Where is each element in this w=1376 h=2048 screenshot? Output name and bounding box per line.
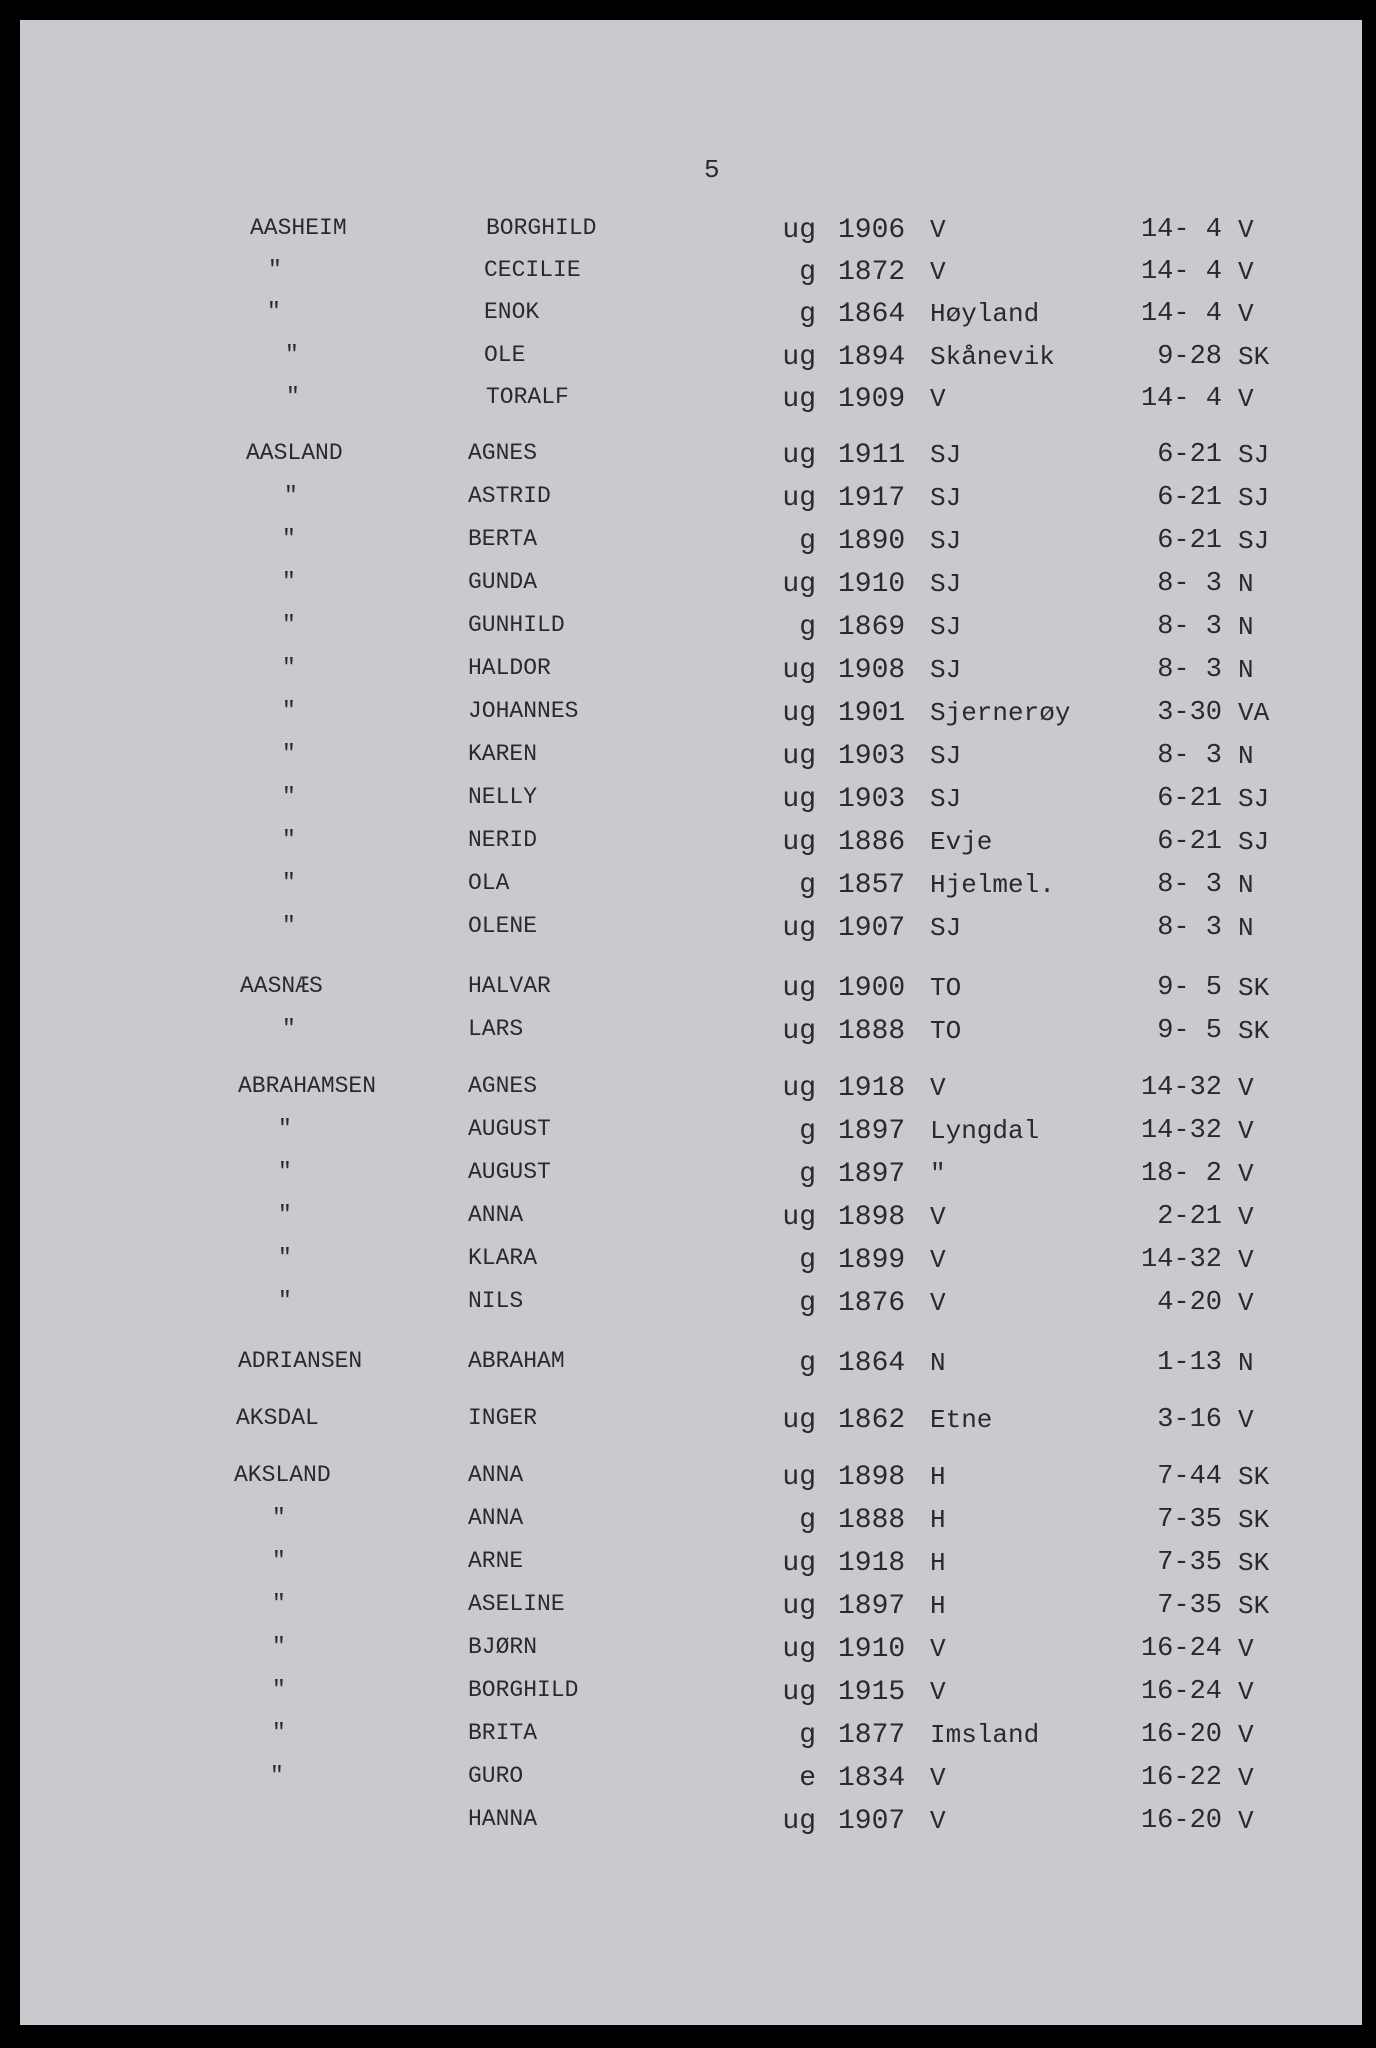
surname-cell: " bbox=[282, 698, 296, 724]
year-cell: 1898 bbox=[838, 1202, 906, 1233]
place-cell: V bbox=[930, 1073, 946, 1103]
code-cell: SK bbox=[1238, 1505, 1270, 1535]
table-row bbox=[20, 1245, 1362, 1281]
status-cell: g bbox=[799, 1288, 816, 1319]
first-cell: INGER bbox=[468, 1405, 538, 1431]
code-cell: V bbox=[1238, 1288, 1254, 1318]
first-cell: AGNES bbox=[468, 1073, 538, 1099]
year-cell: 1888 bbox=[838, 1016, 906, 1047]
year-cell: 1903 bbox=[838, 741, 906, 772]
surname-cell: " bbox=[278, 1245, 292, 1271]
first-cell: BORGHILD bbox=[468, 1677, 579, 1703]
surname-cell: " bbox=[282, 784, 296, 810]
ref-cell: 8- 3 bbox=[1157, 741, 1222, 771]
table-row bbox=[20, 1462, 1362, 1498]
code-cell: SK bbox=[1238, 1548, 1270, 1578]
table-row bbox=[20, 384, 1362, 420]
place-cell: TO bbox=[930, 1016, 962, 1046]
place-cell: SJ bbox=[930, 526, 962, 556]
table-row bbox=[20, 1159, 1362, 1195]
status-cell: ug bbox=[782, 483, 816, 514]
first-cell: BERTA bbox=[468, 526, 538, 552]
ref-cell: 7-35 bbox=[1157, 1548, 1222, 1578]
table-row bbox=[20, 569, 1362, 605]
year-cell: 1918 bbox=[838, 1073, 906, 1104]
place-cell: V bbox=[930, 1634, 946, 1664]
ref-cell: 6-21 bbox=[1157, 827, 1222, 857]
surname-cell: " bbox=[268, 257, 282, 283]
year-cell: 1862 bbox=[838, 1405, 906, 1436]
ref-cell: 14- 4 bbox=[1140, 384, 1222, 414]
surname-cell: " bbox=[282, 741, 296, 767]
status-cell: ug bbox=[782, 973, 816, 1004]
surname-cell: " bbox=[278, 1288, 292, 1314]
year-cell: 1869 bbox=[838, 612, 906, 643]
first-cell: LARS bbox=[468, 1016, 524, 1042]
code-cell: SK bbox=[1238, 1591, 1270, 1621]
status-cell: ug bbox=[782, 741, 816, 772]
ref-cell: 7-44 bbox=[1157, 1462, 1222, 1492]
table-row bbox=[20, 1591, 1362, 1627]
table-row bbox=[20, 526, 1362, 562]
code-cell: V bbox=[1238, 1806, 1254, 1836]
code-cell: SK bbox=[1238, 1462, 1270, 1492]
surname-cell: " bbox=[272, 1720, 286, 1746]
year-cell: 1857 bbox=[838, 870, 906, 901]
surname-cell: AASHEIM bbox=[250, 215, 347, 241]
table-row bbox=[20, 483, 1362, 519]
status-cell: ug bbox=[782, 342, 816, 373]
first-cell: HALDOR bbox=[468, 655, 551, 681]
code-cell: N bbox=[1238, 569, 1254, 599]
code-cell: V bbox=[1238, 1202, 1254, 1232]
surname-cell: " bbox=[282, 913, 296, 939]
first-cell: JOHANNES bbox=[468, 698, 579, 724]
year-cell: 1901 bbox=[838, 698, 906, 729]
first-cell: TORALF bbox=[486, 384, 569, 410]
year-cell: 1894 bbox=[838, 342, 906, 373]
ref-cell: 8- 3 bbox=[1157, 569, 1222, 599]
surname-cell: " bbox=[272, 1591, 286, 1617]
first-cell: NERID bbox=[468, 827, 538, 853]
year-cell: 1886 bbox=[838, 827, 906, 858]
code-cell: N bbox=[1238, 913, 1254, 943]
surname-cell: " bbox=[267, 299, 281, 325]
first-cell: HANNA bbox=[468, 1806, 538, 1832]
ref-cell: 8- 3 bbox=[1157, 913, 1222, 943]
status-cell: ug bbox=[782, 913, 816, 944]
status-cell: g bbox=[799, 1245, 816, 1276]
status-cell: ug bbox=[782, 1462, 816, 1493]
code-cell: V bbox=[1238, 257, 1254, 287]
ref-cell: 18- 2 bbox=[1140, 1159, 1222, 1189]
place-cell: V bbox=[930, 1288, 946, 1318]
code-cell: SJ bbox=[1238, 483, 1270, 513]
ref-cell: 16-22 bbox=[1140, 1763, 1222, 1793]
place-cell: V bbox=[930, 384, 946, 414]
year-cell: 1903 bbox=[838, 784, 906, 815]
code-cell: V bbox=[1238, 1763, 1254, 1793]
first-cell: OLA bbox=[468, 870, 510, 896]
place-cell: H bbox=[930, 1505, 946, 1535]
first-cell: OLE bbox=[484, 342, 526, 368]
status-cell: ug bbox=[782, 1202, 816, 1233]
ref-cell: 6-21 bbox=[1157, 784, 1222, 814]
place-cell: V bbox=[930, 1677, 946, 1707]
code-cell: N bbox=[1238, 870, 1254, 900]
table-row bbox=[20, 1202, 1362, 1238]
status-cell: g bbox=[799, 612, 816, 643]
status-cell: ug bbox=[782, 1405, 816, 1436]
status-cell: ug bbox=[782, 698, 816, 729]
code-cell: SJ bbox=[1238, 784, 1270, 814]
place-cell: Etne bbox=[930, 1405, 993, 1435]
first-cell: OLENE bbox=[468, 913, 538, 939]
year-cell: 1910 bbox=[838, 1634, 906, 1665]
first-cell: NELLY bbox=[468, 784, 538, 810]
table-row bbox=[20, 1116, 1362, 1152]
first-cell: GURO bbox=[468, 1763, 524, 1789]
surname-cell: " bbox=[282, 612, 296, 638]
surname-cell: " bbox=[286, 384, 300, 410]
table-row bbox=[20, 1288, 1362, 1324]
status-cell: ug bbox=[782, 440, 816, 471]
place-cell: SJ bbox=[930, 784, 962, 814]
table-row bbox=[20, 698, 1362, 734]
ref-cell: 9- 5 bbox=[1157, 973, 1222, 1003]
year-cell: 1897 bbox=[838, 1159, 906, 1190]
place-cell: H bbox=[930, 1462, 946, 1492]
place-cell: H bbox=[930, 1591, 946, 1621]
place-cell: Imsland bbox=[930, 1720, 1040, 1750]
surname-cell: AKSDAL bbox=[236, 1405, 319, 1431]
year-cell: 1888 bbox=[838, 1505, 906, 1536]
code-cell: V bbox=[1238, 299, 1254, 329]
status-cell: ug bbox=[782, 1591, 816, 1622]
year-cell: 1877 bbox=[838, 1720, 906, 1751]
year-cell: 1908 bbox=[838, 655, 906, 686]
table-row bbox=[20, 1763, 1362, 1799]
status-cell: g bbox=[799, 1116, 816, 1147]
first-cell: ANNA bbox=[468, 1505, 524, 1531]
code-cell: V bbox=[1238, 1720, 1254, 1750]
table-row bbox=[20, 1073, 1362, 1109]
ref-cell: 16-20 bbox=[1140, 1720, 1222, 1750]
surname-cell: " bbox=[278, 1116, 292, 1142]
year-cell: 1907 bbox=[838, 913, 906, 944]
table-row bbox=[20, 257, 1362, 293]
ref-cell: 9- 5 bbox=[1157, 1016, 1222, 1046]
first-cell: AUGUST bbox=[468, 1116, 551, 1142]
year-cell: 1897 bbox=[838, 1591, 906, 1622]
table-row bbox=[20, 784, 1362, 820]
code-cell: V bbox=[1238, 1634, 1254, 1664]
code-cell: N bbox=[1238, 655, 1254, 685]
ref-cell: 4-20 bbox=[1157, 1288, 1222, 1318]
place-cell: H bbox=[930, 1548, 946, 1578]
surname-cell: " bbox=[278, 1202, 292, 1228]
ref-cell: 8- 3 bbox=[1157, 612, 1222, 642]
status-cell: e bbox=[799, 1763, 816, 1794]
code-cell: V bbox=[1238, 1073, 1254, 1103]
code-cell: SK bbox=[1238, 1016, 1270, 1046]
surname-cell: " bbox=[282, 569, 296, 595]
code-cell: SJ bbox=[1238, 440, 1270, 470]
status-cell: ug bbox=[782, 1016, 816, 1047]
first-cell: ARNE bbox=[468, 1548, 524, 1574]
surname-cell: " bbox=[270, 1763, 284, 1789]
code-cell: V bbox=[1238, 1116, 1254, 1146]
surname-cell: " bbox=[284, 483, 298, 509]
table-row bbox=[20, 612, 1362, 648]
surname-cell: " bbox=[282, 1016, 296, 1042]
first-cell: AUGUST bbox=[468, 1159, 551, 1185]
place-cell: V bbox=[930, 1202, 946, 1232]
surname-cell: " bbox=[282, 827, 296, 853]
surname-cell: " bbox=[272, 1505, 286, 1531]
first-cell: KAREN bbox=[468, 741, 538, 767]
status-cell: g bbox=[799, 1159, 816, 1190]
code-cell: N bbox=[1238, 1348, 1254, 1378]
first-cell: CECILIE bbox=[484, 257, 581, 283]
ref-cell: 6-21 bbox=[1157, 440, 1222, 470]
table-row bbox=[20, 1016, 1362, 1052]
ref-cell: 6-21 bbox=[1157, 526, 1222, 556]
place-cell: TO bbox=[930, 973, 962, 1003]
place-cell: N bbox=[930, 1348, 946, 1378]
year-cell: 1899 bbox=[838, 1245, 906, 1276]
ref-cell: 6-21 bbox=[1157, 483, 1222, 513]
first-cell: HALVAR bbox=[468, 973, 551, 999]
first-cell: ASTRID bbox=[468, 483, 551, 509]
surname-cell: " bbox=[278, 1159, 292, 1185]
table-row bbox=[20, 655, 1362, 691]
place-cell: Evje bbox=[930, 827, 993, 857]
table-row bbox=[20, 215, 1362, 251]
table-row bbox=[20, 1634, 1362, 1670]
status-cell: g bbox=[799, 1720, 816, 1751]
status-cell: ug bbox=[782, 784, 816, 815]
status-cell: ug bbox=[782, 1806, 816, 1837]
year-cell: 1900 bbox=[838, 973, 906, 1004]
table-row bbox=[20, 973, 1362, 1009]
table-row bbox=[20, 827, 1362, 863]
code-cell: VA bbox=[1238, 698, 1270, 728]
ref-cell: 14- 4 bbox=[1140, 257, 1222, 287]
first-cell: BJØRN bbox=[468, 1634, 538, 1660]
surname-cell: " bbox=[282, 870, 296, 896]
status-cell: ug bbox=[782, 384, 816, 415]
status-cell: g bbox=[799, 1505, 816, 1536]
first-cell: GUNDA bbox=[468, 569, 538, 595]
table-row bbox=[20, 342, 1362, 378]
place-cell: SJ bbox=[930, 741, 962, 771]
ref-cell: 9-28 bbox=[1157, 342, 1222, 372]
ref-cell: 2-21 bbox=[1157, 1202, 1222, 1232]
table-row bbox=[20, 1505, 1362, 1541]
place-cell: Hjelmel. bbox=[930, 870, 1055, 900]
place-cell: V bbox=[930, 257, 946, 287]
status-cell: g bbox=[799, 870, 816, 901]
first-cell: ABRAHAM bbox=[468, 1348, 565, 1374]
code-cell: SK bbox=[1238, 973, 1270, 1003]
year-cell: 1864 bbox=[838, 299, 906, 330]
surname-cell: " bbox=[272, 1634, 286, 1660]
first-cell: ASELINE bbox=[468, 1591, 565, 1617]
code-cell: V bbox=[1238, 384, 1254, 414]
year-cell: 1897 bbox=[838, 1116, 906, 1147]
table-row bbox=[20, 299, 1362, 335]
ref-cell: 16-24 bbox=[1140, 1677, 1222, 1707]
first-cell: BRITA bbox=[468, 1720, 538, 1746]
surname-cell: " bbox=[282, 526, 296, 552]
place-cell: SJ bbox=[930, 655, 962, 685]
surname-cell: AASNÆS bbox=[240, 973, 323, 999]
ref-cell: 14-32 bbox=[1140, 1073, 1222, 1103]
page-number: 5 bbox=[704, 155, 720, 185]
first-cell: ENOK bbox=[484, 299, 540, 325]
table-row bbox=[20, 741, 1362, 777]
year-cell: 1917 bbox=[838, 483, 906, 514]
status-cell: ug bbox=[782, 215, 816, 246]
code-cell: V bbox=[1238, 1677, 1254, 1707]
year-cell: 1915 bbox=[838, 1677, 906, 1708]
place-cell: V bbox=[930, 215, 946, 245]
year-cell: 1834 bbox=[838, 1763, 906, 1794]
status-cell: g bbox=[799, 299, 816, 330]
place-cell: SJ bbox=[930, 569, 962, 599]
year-cell: 1910 bbox=[838, 569, 906, 600]
ref-cell: 3-16 bbox=[1157, 1405, 1222, 1435]
ref-cell: 1-13 bbox=[1157, 1348, 1222, 1378]
ref-cell: 14- 4 bbox=[1140, 299, 1222, 329]
surname-cell: AKSLAND bbox=[234, 1462, 331, 1488]
table-row bbox=[20, 1720, 1362, 1756]
status-cell: ug bbox=[782, 1677, 816, 1708]
code-cell: V bbox=[1238, 1405, 1254, 1435]
code-cell: N bbox=[1238, 612, 1254, 642]
ref-cell: 8- 3 bbox=[1157, 655, 1222, 685]
status-cell: ug bbox=[782, 827, 816, 858]
first-cell: ANNA bbox=[468, 1202, 524, 1228]
place-cell: " bbox=[930, 1159, 946, 1189]
code-cell: N bbox=[1238, 741, 1254, 771]
first-cell: KLARA bbox=[468, 1245, 538, 1271]
year-cell: 1876 bbox=[838, 1288, 906, 1319]
code-cell: V bbox=[1238, 215, 1254, 245]
surname-cell: " bbox=[282, 655, 296, 681]
year-cell: 1918 bbox=[838, 1548, 906, 1579]
table-row bbox=[20, 1405, 1362, 1441]
year-cell: 1909 bbox=[838, 384, 906, 415]
status-cell: g bbox=[799, 257, 816, 288]
status-cell: ug bbox=[782, 1548, 816, 1579]
code-cell: SK bbox=[1238, 342, 1270, 372]
ref-cell: 14- 4 bbox=[1140, 215, 1222, 245]
ref-cell: 16-24 bbox=[1140, 1634, 1222, 1664]
register-list bbox=[20, 20, 1362, 2025]
table-row bbox=[20, 1548, 1362, 1584]
first-cell: GUNHILD bbox=[468, 612, 565, 638]
code-cell: V bbox=[1238, 1159, 1254, 1189]
table-row bbox=[20, 1348, 1362, 1384]
place-cell: V bbox=[930, 1806, 946, 1836]
document-page bbox=[20, 20, 1362, 2025]
status-cell: ug bbox=[782, 569, 816, 600]
status-cell: g bbox=[799, 526, 816, 557]
year-cell: 1898 bbox=[838, 1462, 906, 1493]
ref-cell: 7-35 bbox=[1157, 1591, 1222, 1621]
year-cell: 1872 bbox=[838, 257, 906, 288]
ref-cell: 3-30 bbox=[1157, 698, 1222, 728]
table-row bbox=[20, 913, 1362, 949]
table-row bbox=[20, 1806, 1362, 1842]
first-cell: ANNA bbox=[468, 1462, 524, 1488]
first-cell: NILS bbox=[468, 1288, 524, 1314]
year-cell: 1907 bbox=[838, 1806, 906, 1837]
place-cell: SJ bbox=[930, 440, 962, 470]
code-cell: V bbox=[1238, 1245, 1254, 1275]
table-row bbox=[20, 440, 1362, 476]
ref-cell: 14-32 bbox=[1140, 1116, 1222, 1146]
year-cell: 1864 bbox=[838, 1348, 906, 1379]
year-cell: 1890 bbox=[838, 526, 906, 557]
place-cell: Skånevik bbox=[930, 342, 1055, 372]
table-row bbox=[20, 870, 1362, 906]
first-cell: BORGHILD bbox=[486, 215, 597, 241]
status-cell: g bbox=[799, 1348, 816, 1379]
place-cell: Sjernerøy bbox=[930, 698, 1071, 728]
ref-cell: 8- 3 bbox=[1157, 870, 1222, 900]
place-cell: Lyngdal bbox=[930, 1116, 1040, 1146]
surname-cell: ADRIANSEN bbox=[238, 1348, 363, 1374]
surname-cell: " bbox=[272, 1677, 286, 1703]
code-cell: SJ bbox=[1238, 526, 1270, 556]
table-row bbox=[20, 1677, 1362, 1713]
ref-cell: 14-32 bbox=[1140, 1245, 1222, 1275]
year-cell: 1906 bbox=[838, 215, 906, 246]
place-cell: SJ bbox=[930, 612, 962, 642]
first-cell: AGNES bbox=[468, 440, 538, 466]
place-cell: SJ bbox=[930, 483, 962, 513]
year-cell: 1911 bbox=[838, 440, 906, 471]
place-cell: Høyland bbox=[930, 299, 1040, 329]
surname-cell: " bbox=[285, 342, 299, 368]
surname-cell: ABRAHAMSEN bbox=[238, 1073, 377, 1099]
ref-cell: 16-20 bbox=[1140, 1806, 1222, 1836]
surname-cell: " bbox=[272, 1548, 286, 1574]
surname-cell: AASLAND bbox=[246, 440, 343, 466]
status-cell: ug bbox=[782, 1634, 816, 1665]
code-cell: SJ bbox=[1238, 827, 1270, 857]
place-cell: SJ bbox=[930, 913, 962, 943]
ref-cell: 7-35 bbox=[1157, 1505, 1222, 1535]
status-cell: ug bbox=[782, 1073, 816, 1104]
place-cell: V bbox=[930, 1763, 946, 1793]
place-cell: V bbox=[930, 1245, 946, 1275]
status-cell: ug bbox=[782, 655, 816, 686]
